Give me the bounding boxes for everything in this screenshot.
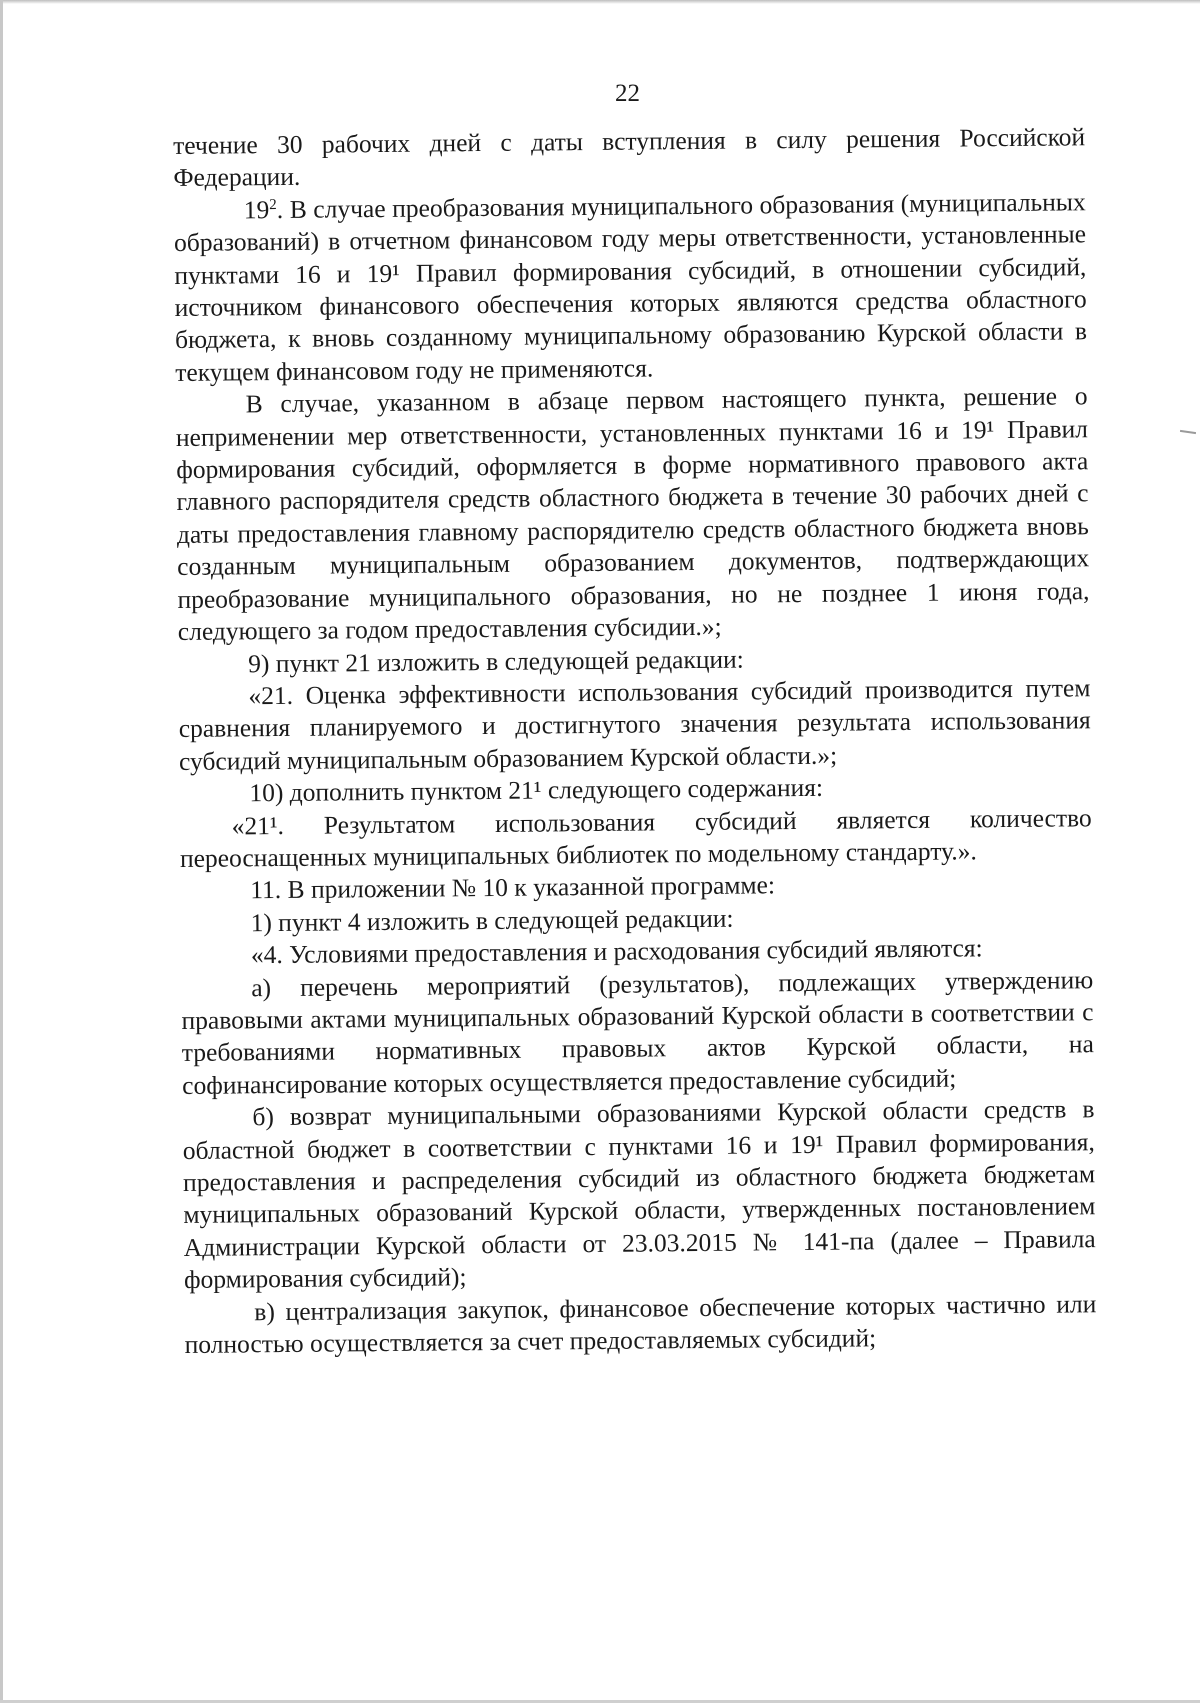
paragraph-point-21: «21. Оценка эффективности использования субсидий производится путем сравнения планируемого и достигнутого значения результата использования субсидий муниципальным образованием Курской области.»;: [178, 673, 1091, 776]
paragraph-item-9: 9) пункт 21 изложить в следующей редакции:: [247, 644, 744, 678]
paragraph-condition-a: а) перечень мероприятий (результатов), подлежащих утверждению правовыми актами муниципальных образований Курской области в соответствии с требованиями нормативных правовых актов Курской области, на софинансирование которых осуществляется предоставление субсидий;: [181, 964, 1094, 1100]
paragraph-number-superscript: 2: [269, 196, 277, 213]
paragraph-continuation: течение 30 рабочих дней с даты вступления в силу решения Российской Федерации.: [173, 122, 1086, 193]
paragraph-point-4: «4. Условиями предоставления и расходования субсидий являются:: [250, 933, 983, 970]
scan-stray-mark: [1180, 430, 1196, 434]
paragraph-section-11: 11. В приложении № 10 к указанной программе:: [250, 870, 776, 905]
paragraph-non-application: В случае, указанном в абзаце первом настоящего пункта, решение о неприменении мер ответственности, установленных пунктами 16 и 19¹ Правил формирования субсидий, оформляется в форме нормативного правового акта главного распорядителя средств областного бюджета в течение 30 рабочих дней с даты предоставления главному распорядителю средств областного бюджета вновь созданным муниципальным образованием документов, подтверждающих преобразование муниципального образования, но не позднее 1 июня года, следующего за годом предоставления субсидии.»;: [175, 381, 1090, 647]
document-body: [173, 121, 1097, 1361]
scan-edge-top: [0, 0, 1200, 4]
paragraph-number: 19: [243, 194, 270, 225]
paragraph-condition-b: б) возврат муниципальными образованиями Курской области средств в областной бюджет в соответствии с пунктами 16 и 19¹ Правил формирования, предоставления и распределения субсидий из областного бюджета бюджетам муниципальных образований Курской области, утвержденных постановлением Администрации Курской области от 23.03.2015 № 141-па (далее – Правила формирования субсидий);: [182, 1094, 1096, 1295]
paragraph-19-2: [174, 186, 1088, 389]
scan-edge-left: [0, 0, 3, 1703]
paragraph-point-21-1: «21¹. Результатом использования субсидий является количество переоснащенных муниципальных библиотек по модельному стандарту.».: [179, 802, 1092, 873]
paragraph-condition-v: в) централизация закупок, финансовое обеспечение которых частично или полностью осуществляется за счет предоставляемых субсидий;: [184, 1288, 1097, 1359]
paragraph-item-1: 1) пункт 4 изложить в следующей редакции:: [250, 903, 734, 938]
paragraph-text: . В случае преобразования муниципального образования (муниципальных образований) в отчетном финансовом году меры ответственности, установленные пунктами 16 и 19¹ Правил формирования субсидий, в отношении субсидий, источником финансового обеспечения которых являются средства областного бюджета, к вновь созданному муниципальному образованию Курской области в текущем финансовом году не применяются.: [173, 187, 1088, 387]
paragraph-item-10: 10) дополнить пунктом 21¹ следующего содержания:: [249, 772, 824, 808]
page-number: 22: [615, 80, 640, 107]
